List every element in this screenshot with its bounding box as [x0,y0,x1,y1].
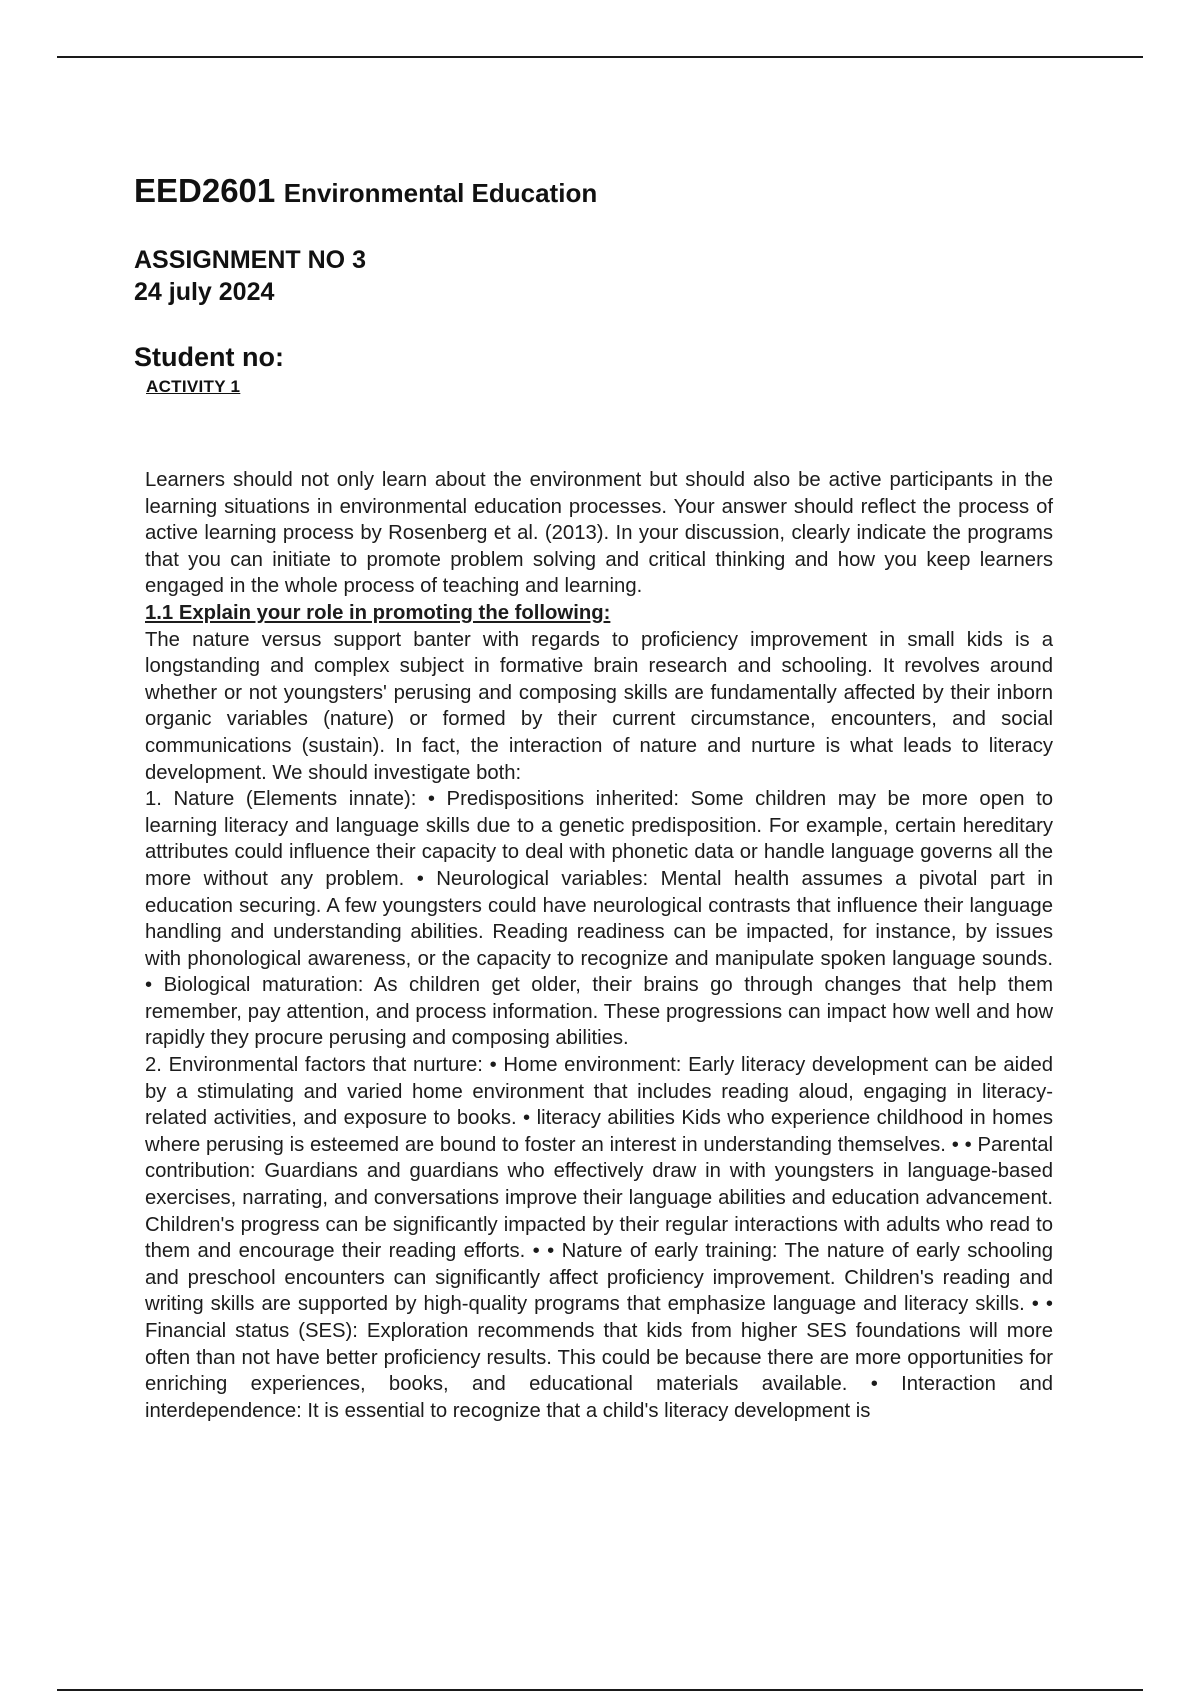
assignment-number: ASSIGNMENT NO 3 [134,246,366,274]
activity-heading: ACTIVITY 1 [146,377,241,396]
bottom-rule [57,1689,1143,1691]
paragraph-nature-innate: 1. Nature (Elements innate): • Predispositions inherited: Some children may be more open to learning literacy and language skills due to a genetic predisposition. For example, certain hereditary attributes could influence their capacity to deal with phonetic data or handle language governs all the more without any problem. • Neurological variables: Mental health assumes a pivotal part in education securing. A few youngsters could have neurological contrasts that influence their language handling and understanding abilities. Reading readiness can be impacted, for instance, by issues with phonological awareness, or the capacity to recognize and manipulate spoken language sounds. • Biological maturation: As children get older, their brains go through changes that help them remember, pay attention, and process information. These progressions can impact how well and how rapidly they procure perusing and composing abilities. [145,788,1053,1050]
paragraph-environmental-factors: 2. Environmental factors that nurture: • Home environment: Early literacy development can be aided by a stimulating and varied home environment that includes reading aloud, engaging in literacy-related activities, and exposure to books. • literacy abilities Kids who experience childhood in homes where perusing is esteemed are bound to foster an interest in understanding themselves. • • Parental contribution: Guardians and guardians who effectively draw in with youngsters in language-based exercises, narrating, and conversations improve their language abilities and education advancement. Children's progress can be significantly impacted by their regular interactions with adults who read to them and encourage their reading efforts. • • Nature of early training: The nature of early schooling and preschool encounters can significantly affect proficiency improvement. Children's reading and writing skills are supported by high-quality programs that emphasize language and literacy skills. • • Financial status (SES): Exploration recommends that kids from higher SES foundations will more often than not have better proficiency results. This could be because there are more opportunities for enriching experiences, books, and educational materials available. • Interaction and interdependence: It is essential to recognize that a child's literacy development is [145,1054,1053,1422]
course-code: EED2601 [134,172,276,209]
body-text [145,467,1053,1424]
assignment-date: 24 july 2024 [134,278,275,306]
student-number-label: Student no: [134,342,284,372]
question-heading: 1.1 Explain your role in promoting the following: [145,601,611,624]
paragraph-nature-nurture: The nature versus support banter with regards to proficiency improvement in small kids is a longstanding and complex subject in formative brain research and schooling. It revolves around whether or not youngsters' perusing and composing skills are fundamentally affected by their inborn organic variables (nature) or formed by their current circumstance, encounters, and social communications (sustain). In fact, the interaction of nature and nurture is what leads to literacy development. We should investigate both: [145,628,1053,784]
intro-paragraph: Learners should not only learn about the environment but should also be active participants in the learning situations in environmental education processes. Your answer should reflect the process of active learning process by Rosenberg et al. (2013). In your discussion, clearly indicate the programs that you can initiate to promote problem solving and critical thinking and how you keep learners engaged in the whole process of teaching and learning. [145,469,1053,598]
course-name: Environmental Education [283,178,598,208]
